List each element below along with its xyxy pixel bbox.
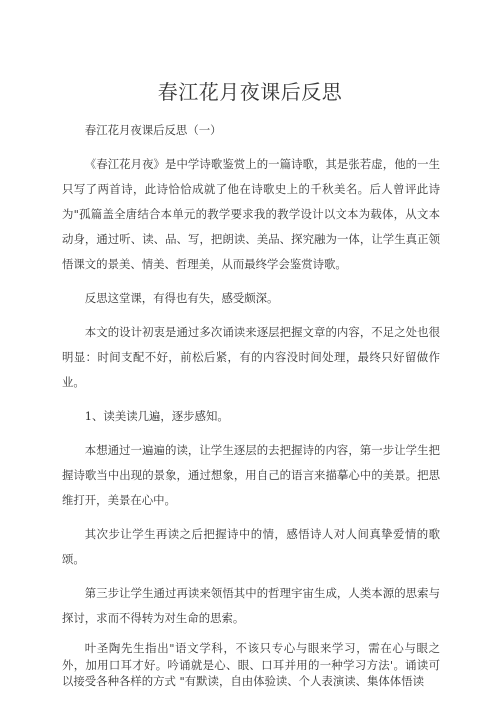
paragraph-intro: 《春江花月夜》是中学诗歌鉴赏上的一篇诗歌，其是张若虚，他的一生只写了两首诗，此诗恰恰成就了他在诗歌史上的千秋美名。后人曾评此诗为"孤篇盖全唐结合本单元的教学要求我的教学设计以文本为载体，从文本动身，通过听、读、品、写，把朗读、美品、探究融为一体，让学生真正领悟课文的景美、情美、哲理美，从而最终学会鉴赏诗歌。 xyxy=(62,157,440,271)
paragraph-step-2: 其次步让学生再读之后把握诗中的情，感悟诗人对人间真挚爱情的歌颂。 xyxy=(62,527,440,566)
paragraph-subtitle: 春江花月夜课后反思（一） xyxy=(84,123,222,137)
paragraph-step-1: 本想通过一遍遍的读，让学生逐层的去把握诗的内容，第一步让学生把握诗歌当中出现的景象，通过想象，用自己的语言来描摹心中的美景。把思维打开，美景在心中。 xyxy=(62,443,440,507)
paragraph-heading-1: 1、读美读几遍，逐步感知。 xyxy=(84,409,229,423)
document-body xyxy=(62,118,440,699)
paragraph-design: 本文的设计初衷是通过多次诵读来逐层把握文章的内容，不足之处也很明显：时间支配不好，前松后紧，有的内容没时间处理，最终只好留做作业。 xyxy=(62,325,440,389)
paragraph-step-3: 第三步让学生通过再读来领悟其中的哲理宇宙生成，人类本源的思索与探讨，求而不得转为对生命的思索。 xyxy=(62,586,440,625)
paragraph-reflection: 反思这堂课，有得也有失，感受颇深。 xyxy=(84,291,279,305)
document-title: 春江花月夜课后反思 xyxy=(157,80,343,104)
paragraph-quote: 叶圣陶先生指出"语文学科，不该只专心与眼来学习，需在心与眼之外，加用口耳才好。吟诵就是心、眼、口耳并用的一种学习方法'。诵读可以接受各种各样的方式 "有默读，自由体验读、个人表演读、集体体悟读 xyxy=(62,641,440,688)
